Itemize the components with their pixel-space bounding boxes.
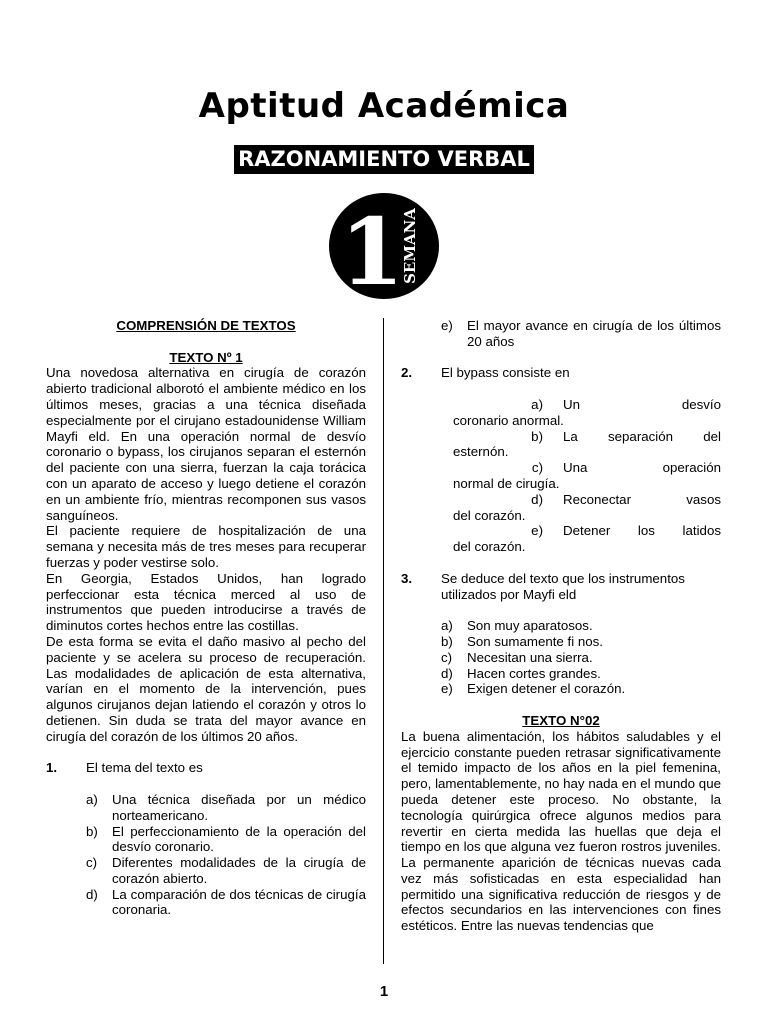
option-text: Una operación (563, 460, 721, 476)
option-text-cont: esternón. (453, 444, 509, 460)
answer-option (441, 318, 721, 350)
question-number: 2. (401, 365, 413, 381)
option-text-cont: normal de cirugía. (453, 475, 560, 491)
option-text-cont: del corazón. (453, 539, 526, 555)
option-text: Un desvío (563, 396, 721, 412)
answer-option (401, 492, 721, 524)
option-text: Son sumamente fi nos. (467, 633, 603, 649)
option-letter: d) (86, 886, 98, 902)
right-column (401, 318, 721, 934)
answer-option (441, 650, 721, 666)
question-stem: Se deduce del texto que los instrumentos utilizados por Mayfi eld (441, 570, 685, 602)
text1-paragraph: De esta forma se evita el daño masivo al pecho del paciente y se acelera su proceso de recuperación. Las modalidades de aplicación de esta alternativa, varían en el momento de la intervención, pues algunos cirujanos dejan latiendo el corazón y otros lo detienen. Sin duda se trata del mayor avance en cirugía del corazón de los últimos 20 años. (46, 633, 366, 744)
option-letter: a) (441, 618, 453, 634)
answer-option (441, 681, 721, 697)
question-1 (46, 760, 366, 776)
question-stem: El bypass consiste en (441, 365, 570, 381)
option-text: Diferentes modalidades de la cirugía de corazón abierto. (112, 855, 366, 886)
option-letter: b) (531, 428, 543, 444)
option-text: La comparación de dos técnicas de cirugía coronaria. (112, 886, 366, 918)
option-text: Son muy aparatosos. (467, 618, 593, 634)
option-text-cont: coronario anormal. (453, 412, 564, 428)
answer-option (441, 618, 721, 634)
answer-option (86, 824, 366, 856)
text1-paragraph: En Georgia, Estados Unidos, han logrado perfeccionar esta técnica merced al uso de instrumentos que pueden introducirse a través de diminutos cortes hechos entre las costillas. (46, 570, 366, 634)
option-letter: e) (531, 523, 543, 539)
answer-option (441, 634, 721, 650)
option-text: El mayor avance en cirugía de los últimos 20 años (467, 318, 721, 349)
left-column (46, 318, 366, 918)
week-badge (327, 192, 441, 300)
option-text: Una técnica diseñada por un médico norteamericano. (112, 791, 366, 823)
question-stem: El tema del texto es (86, 760, 203, 776)
page-title: Aptitud Académica (198, 86, 570, 126)
badge-number: 1 (339, 198, 405, 300)
option-letter: e) (441, 318, 453, 333)
option-letter: e) (441, 681, 453, 697)
column-divider (383, 318, 384, 964)
option-text: El perfeccionamiento de la operación del desvío coronario. (112, 823, 366, 855)
option-text: Reconectar vasos (563, 491, 721, 507)
answer-option (401, 460, 721, 492)
option-text-cont: del corazón. (453, 507, 526, 523)
question-number: 3. (401, 570, 413, 586)
option-letter: a) (86, 791, 98, 807)
answer-option (86, 855, 366, 887)
option-text: Exigen detener el corazón. (467, 681, 626, 697)
section-title: COMPRENSIÓN DE TEXTOS (116, 318, 296, 333)
answer-option (441, 666, 721, 682)
option-letter: c) (86, 855, 98, 871)
answer-option (86, 887, 366, 919)
option-letter: d) (441, 665, 453, 681)
text1-paragraph: Una novedosa alternativa en cirugía de corazón abierto tradicional alborotó el ambiente médico en los últimos meses, gracias a una técnica diseñada especialmente por el cirujano estadounidense William Mayfi eld. En una operación normal de desvío coronario o bypass, los cirujanos separan el esternón del paciente con una sierra, fuerzan la caja torácica con un aparato de acceso y luego detiene el corazón en un ambiente frío, mientras recomponen sus vasos sanguíneos. (46, 365, 366, 523)
question-2 (401, 365, 721, 381)
answer-option (401, 429, 721, 461)
text1-paragraph: El paciente requiere de hospitalización de una semana y necesita más de tres meses para recuperar fuerzas y poder vestirse solo. (46, 523, 366, 570)
answer-option (86, 792, 366, 824)
answer-option (401, 523, 721, 555)
text2-title: TEXTO N°02 (522, 712, 600, 728)
text2-paragraph: La buena alimentación, los hábitos saludables y el ejercicio constante pueden retrasar significativamente el temido impacto de los años en la piel femenina, pero, lamentablemente, no hay nada en el mundo que pueda detener este proceso. No obstante, la tecnología quirúrgica ofrece algunos medios para revertir en cierta medida las huellas que deja el tiempo en los que alguna vez fueron rostros juveniles. La permanente aparición de técnicas nuevas cada vez más sofisticadas en esta especialidad han permitido una significativa reducción de riesgos y de efectos secundarios en las intervenciones con fines estéticos. Entre las nuevas tendencias que (401, 728, 721, 934)
option-text: Detener los latidos (563, 523, 721, 539)
option-letter: b) (86, 823, 98, 839)
option-text: Hacen cortes grandes. (467, 665, 601, 681)
question-number: 1. (46, 760, 58, 776)
option-letter: b) (441, 633, 453, 649)
answer-option (401, 397, 721, 429)
option-text: Necesitan una sierra. (467, 649, 593, 665)
option-letter: c) (531, 460, 543, 476)
question-3 (401, 571, 721, 603)
subject-banner: RAZONAMIENTO VERBAL (234, 145, 534, 174)
option-letter: d) (531, 491, 543, 507)
option-letter: c) (441, 649, 453, 665)
page-number: 1 (379, 983, 389, 1000)
text1-title: TEXTO Nº 1 (169, 349, 243, 365)
option-letter: a) (531, 396, 543, 412)
option-text: La separación del (563, 428, 721, 444)
badge-word: SEMANA (401, 208, 419, 284)
